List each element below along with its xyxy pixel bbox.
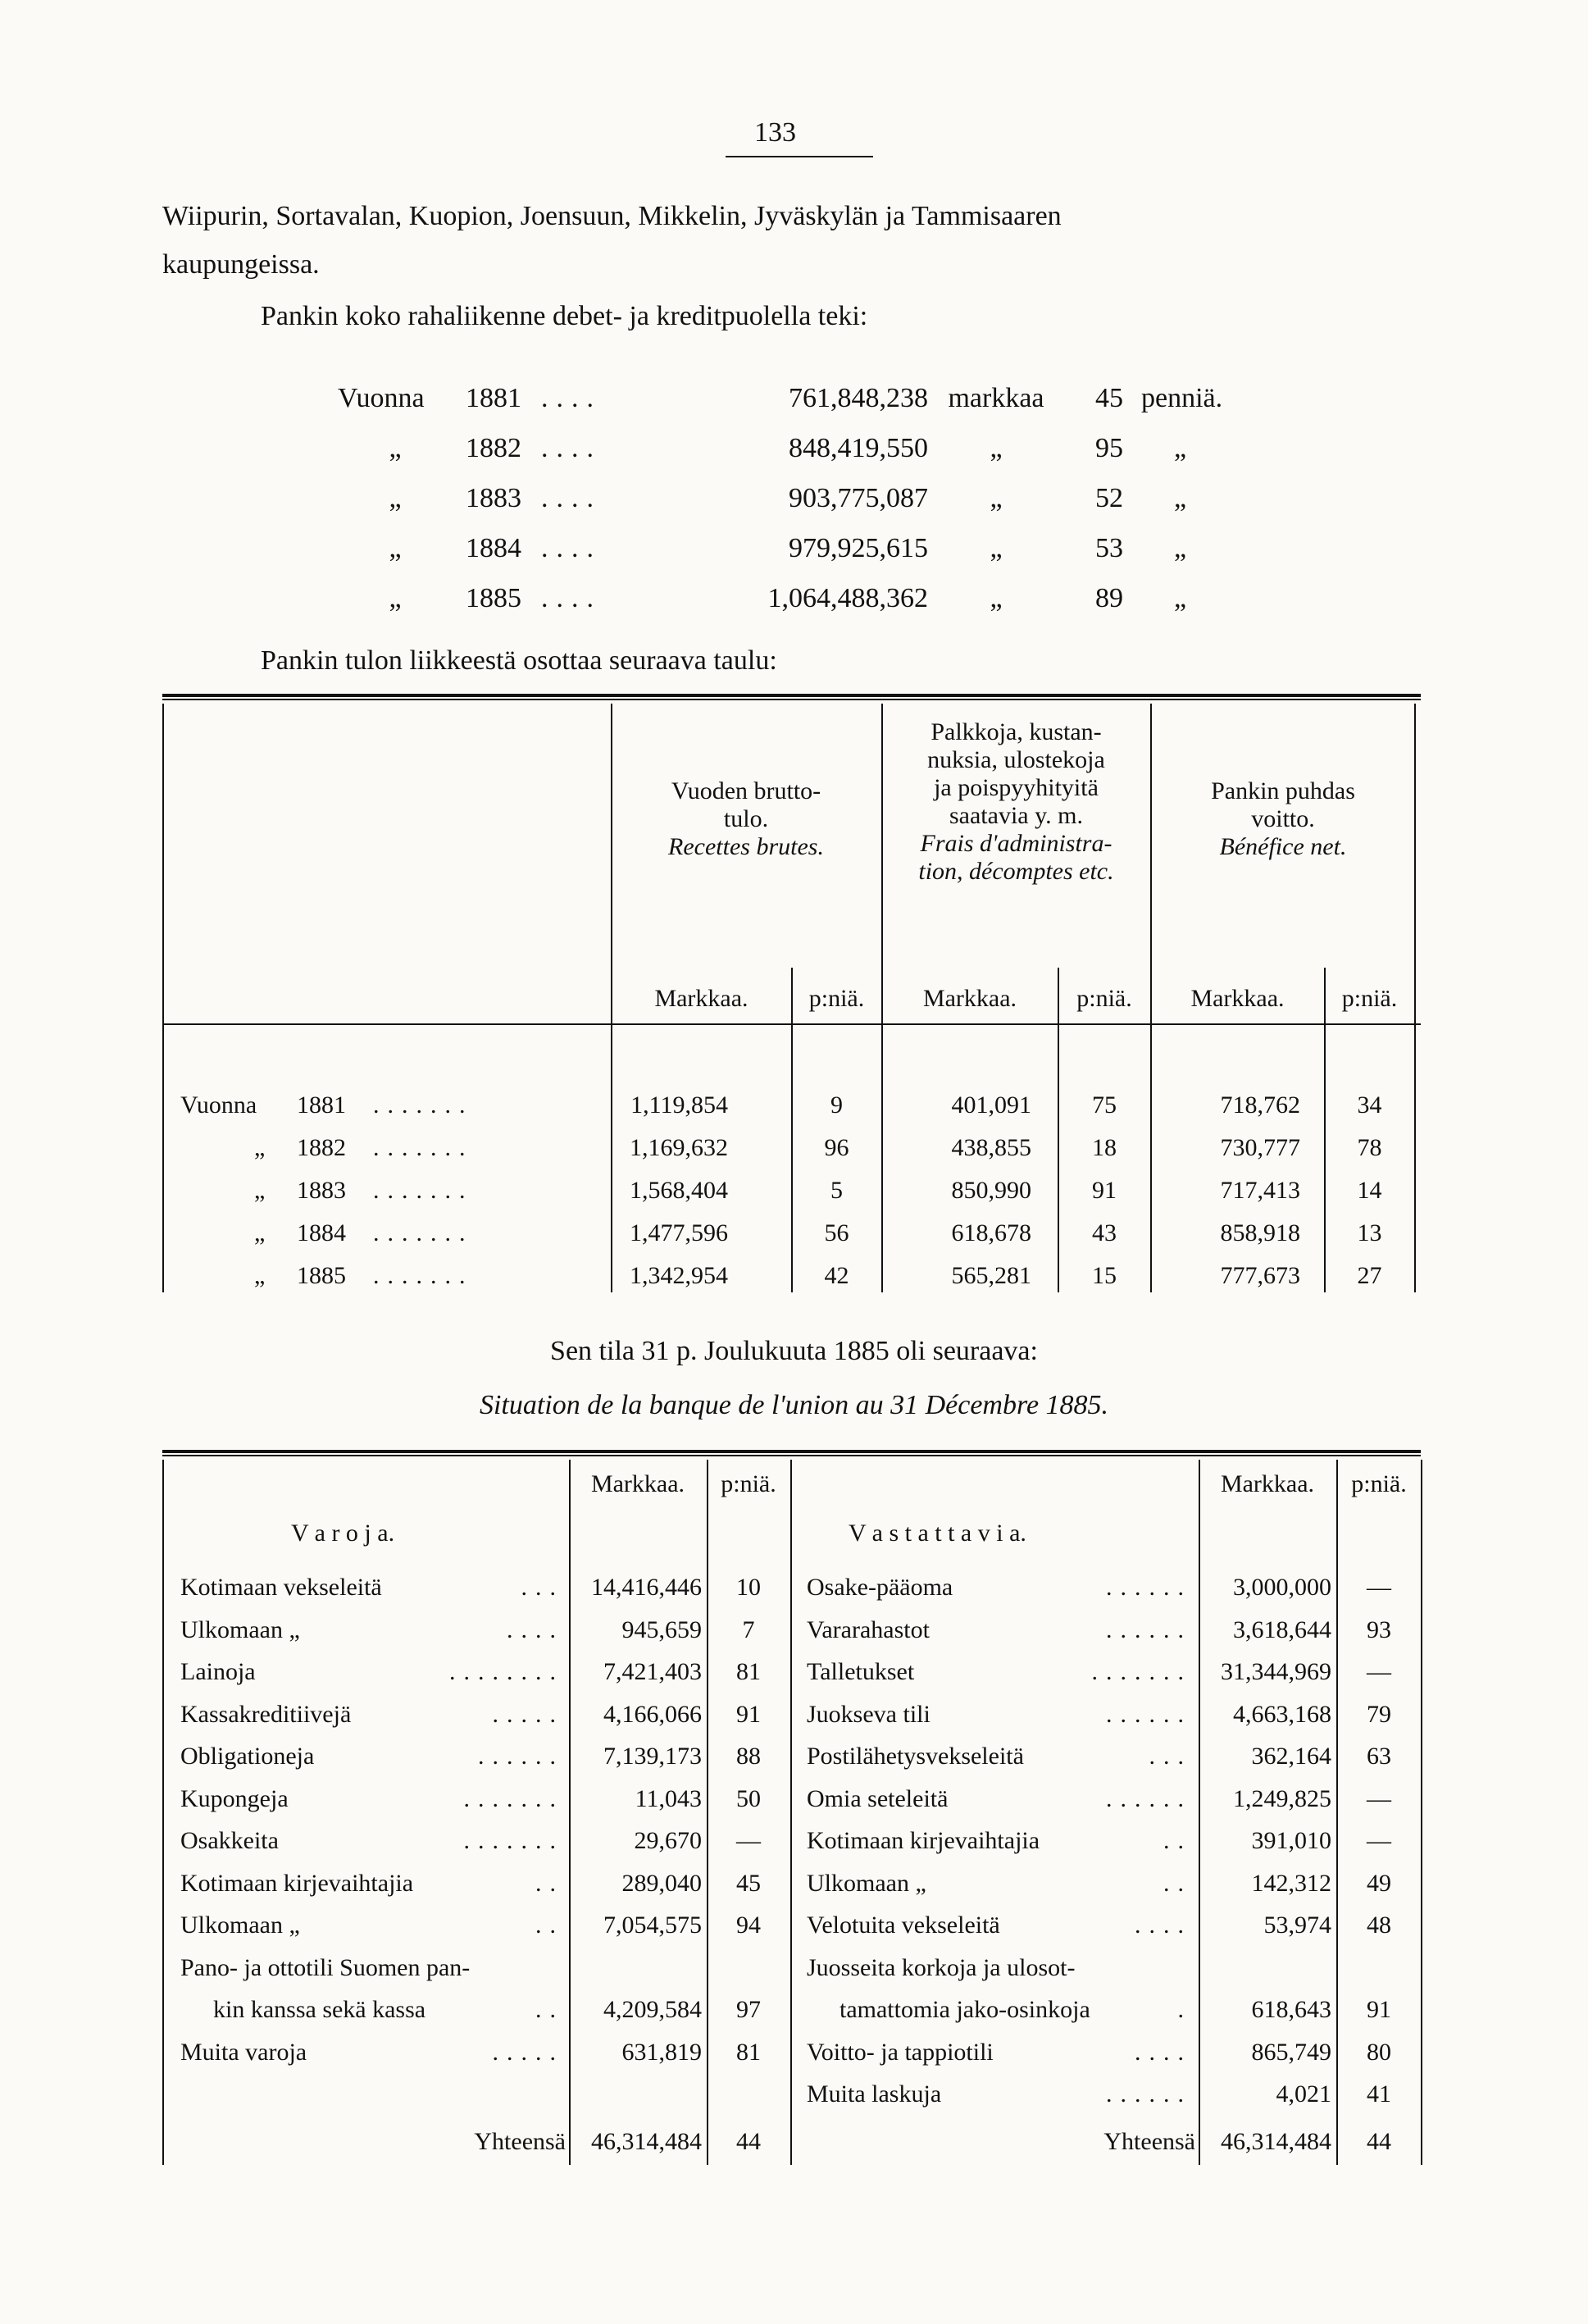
income-net-mk: 730,777 — [1220, 1134, 1300, 1161]
liabilities-total-label: Yhteensä — [1103, 2128, 1195, 2155]
income-row-year: 1884 — [297, 1219, 346, 1246]
liabilities-title: V a s t a t t a v i a. — [849, 1520, 1026, 1547]
assets-item-p: 10 — [736, 1574, 761, 1601]
balance-assets-label-line — [180, 1573, 564, 1602]
unit-pennia-gross: p:niä. — [808, 985, 865, 1012]
turnover-pennia-unit: „ — [1174, 533, 1187, 563]
income-row-year: 1883 — [297, 1177, 346, 1204]
liabilities-item-dots: ...... — [1106, 1700, 1192, 1728]
income-p-divider-1 — [791, 968, 793, 1292]
balance-liabilities-label-line — [807, 1784, 1192, 1814]
balance-assets-label-line — [180, 1657, 564, 1687]
header-gross — [619, 777, 873, 861]
assets-item-mk: 11,043 — [635, 1784, 702, 1812]
liabilities-item-dots: ...... — [1106, 1784, 1192, 1812]
assets-item-p: 94 — [736, 1912, 761, 1939]
liabilities-item-p: 91 — [1367, 1996, 1391, 2023]
assets-total-p: 44 — [736, 2128, 761, 2155]
liabilities-item-dots: . — [1177, 1996, 1192, 2023]
turnover-amount: 903,775,087 — [789, 483, 928, 513]
balance-assets-label-line — [180, 2038, 564, 2067]
liabilities-item-dots: ....... — [1091, 1658, 1192, 1685]
balance-liabilities-label-line — [807, 1911, 1192, 1940]
income-cost-mk: 618,678 — [951, 1219, 1031, 1246]
assets-item-p: 45 — [736, 1869, 761, 1897]
income-cost-mk: 401,091 — [951, 1091, 1031, 1119]
income-net-mk: 718,762 — [1220, 1091, 1300, 1119]
assets-item-p: 81 — [736, 2038, 761, 2066]
assets-title: V a r o j a. — [291, 1520, 395, 1547]
income-gross-p: 5 — [830, 1177, 843, 1204]
liab-unit-pennia: p:niä. — [1351, 1470, 1407, 1497]
assets-item-label: Muita varoja — [180, 2038, 307, 2066]
assets-item-label: Pano- ja ottotili Suomen pan- — [180, 1953, 471, 1981]
assets-item-dots: .. — [535, 1869, 564, 1897]
balance-assets-label-line — [180, 1869, 564, 1898]
balance-liabilities-label-line — [807, 1615, 1192, 1645]
income-col-divider-1 — [611, 704, 612, 1292]
liabilities-item-p: — — [1367, 1574, 1391, 1601]
balance-assets-label-line — [180, 1995, 564, 2025]
liabilities-item-label: tamattomia jako-osinkoja — [840, 1996, 1090, 2023]
assets-item-mk: 14,416,446 — [591, 1574, 702, 1601]
liabilities-item-label: Juosseita korkoja ja ulosot- — [807, 1953, 1076, 1981]
income-cost-mk: 565,281 — [951, 1262, 1031, 1289]
assets-total-mk: 46,314,484 — [591, 2128, 702, 2155]
income-cost-p: 15 — [1092, 1262, 1117, 1289]
liabilities-item-dots: ...... — [1106, 1615, 1192, 1643]
turnover-pennia-unit: penniä. — [1141, 383, 1223, 413]
turnover-unit: „ — [990, 483, 1003, 513]
liabilities-item-mk: 4,663,168 — [1233, 1700, 1331, 1728]
income-row-prefix: „ — [254, 1262, 266, 1289]
income-gross-mk: 1,119,854 — [630, 1091, 728, 1119]
turnover-dots: .... — [541, 383, 602, 413]
assets-item-mk: 945,659 — [621, 1615, 702, 1643]
income-intro: Pankin tulon liikkeestä osottaa seuraava taulu: — [261, 645, 777, 676]
balance-assets-label-line — [180, 1911, 564, 1940]
income-row-dots: ....... — [373, 1091, 474, 1119]
liabilities-item-p: 49 — [1367, 1869, 1391, 1897]
header-costs-fr1: Frais d'administra- — [920, 830, 1113, 857]
liabilities-item-p: — — [1367, 1784, 1391, 1812]
liabilities-item-dots: .... — [1135, 1912, 1192, 1939]
balance-liabilities-label-line — [807, 1700, 1192, 1729]
income-col-divider-3 — [1150, 704, 1152, 1292]
balance-top-rule-2 — [162, 1455, 1421, 1456]
balance-assets-label-line — [180, 1784, 564, 1814]
income-cost-p: 75 — [1092, 1091, 1117, 1119]
income-net-p: 27 — [1357, 1262, 1382, 1289]
assets-item-p: 97 — [736, 1996, 761, 2023]
balance-middle-border — [790, 1460, 792, 2165]
assets-item-dots: ....... — [463, 1784, 564, 1812]
intro-line-3: Pankin koko rahaliikenne debet- ja kreditpuolella teki: — [261, 301, 868, 331]
income-net-mk: 777,673 — [1220, 1262, 1300, 1289]
turnover-amount: 1,064,488,362 — [767, 583, 928, 613]
income-row-year: 1881 — [297, 1091, 346, 1119]
income-table-top-rule-2 — [162, 699, 1421, 700]
assets-item-mk: 7,421,403 — [603, 1658, 702, 1685]
turnover-year: 1883 — [466, 483, 521, 513]
turnover-dots: .... — [541, 583, 602, 613]
liabilities-item-mk: 4,021 — [1276, 2080, 1331, 2108]
balance-liabilities-label-line — [807, 1742, 1192, 1771]
turnover-amount: 979,925,615 — [789, 533, 928, 563]
turnover-prefix: Vuonna — [338, 383, 425, 413]
balance-right-border — [1421, 1460, 1422, 2165]
assets-unit-markkaa: Markkaa. — [590, 1470, 685, 1497]
turnover-dots: .... — [541, 483, 602, 513]
assets-item-dots: ...... — [478, 1743, 564, 1770]
income-row-prefix: „ — [254, 1177, 266, 1204]
assets-total-label: Yhteensä — [474, 2128, 566, 2155]
balance-assets-label-line — [180, 1700, 564, 1729]
income-p-divider-3 — [1324, 968, 1326, 1292]
turnover-pennia: 53 — [1095, 533, 1123, 563]
balance-liabilities-label-line — [807, 1657, 1192, 1687]
income-cost-p: 91 — [1092, 1177, 1117, 1204]
liabilities-item-mk: 142,312 — [1251, 1869, 1331, 1897]
status-title-fi: Sen tila 31 p. Joulukuuta 1885 oli seuraava: — [550, 1336, 1038, 1366]
intro-line-1: Wiipurin, Sortavalan, Kuopion, Joensuun, Mikkelin, Jyväskylän ja Tammisaaren — [162, 201, 1062, 231]
assets-item-mk: 289,040 — [621, 1869, 702, 1897]
income-row-dots: ....... — [373, 1262, 474, 1289]
turnover-pennia: 95 — [1095, 433, 1123, 463]
header-gross-line1: Vuoden brutto- — [671, 777, 821, 804]
liab-unit-markkaa: Markkaa. — [1220, 1470, 1315, 1497]
liabilities-item-dots: ...... — [1106, 1574, 1192, 1601]
header-costs-line4: saatavia y. m. — [949, 802, 1083, 829]
liabilities-item-dots: ...... — [1106, 2080, 1192, 2108]
intro-line-2: kaupungeissa. — [162, 249, 320, 280]
status-title-fr: Situation de la banque de l'union au 31 Décembre 1885. — [479, 1390, 1109, 1420]
assets-item-p: — — [736, 1827, 761, 1854]
income-cost-p: 18 — [1092, 1134, 1117, 1161]
income-net-p: 14 — [1357, 1177, 1382, 1204]
income-row-prefix: „ — [254, 1134, 266, 1161]
turnover-unit: markkaa — [948, 383, 1044, 413]
liabilities-item-label: Kotimaan kirjevaihtajia — [807, 1827, 1040, 1854]
income-gross-p: 96 — [824, 1134, 849, 1161]
liabilities-total-p: 44 — [1367, 2128, 1391, 2155]
income-row-dots: ....... — [373, 1134, 474, 1161]
income-row-year: 1885 — [297, 1262, 346, 1289]
assets-item-dots: ..... — [492, 1700, 564, 1728]
turnover-unit: „ — [990, 583, 1003, 613]
liabilities-item-dots: .. — [1163, 1827, 1192, 1854]
turnover-unit: „ — [990, 533, 1003, 563]
assets-item-mk: 4,166,066 — [603, 1700, 702, 1728]
assets-item-label: Kotimaan vekseleitä — [180, 1574, 382, 1601]
liabilities-item-label: Juokseva tili — [807, 1700, 931, 1728]
income-row-year: 1882 — [297, 1134, 346, 1161]
page-number: 133 — [754, 117, 796, 148]
liabilities-item-mk: 3,618,644 — [1233, 1615, 1331, 1643]
turnover-prefix: „ — [389, 533, 402, 563]
balance-assets-label-line — [180, 1953, 564, 1983]
balance-left-border — [162, 1460, 164, 2165]
turnover-pennia: 89 — [1095, 583, 1123, 613]
liabilities-item-mk: 31,344,969 — [1221, 1658, 1331, 1685]
liabilities-item-p: 80 — [1367, 2038, 1391, 2066]
turnover-year: 1881 — [466, 383, 521, 413]
assets-item-p: 88 — [736, 1743, 761, 1770]
assets-item-mk: 7,054,575 — [603, 1912, 702, 1939]
assets-item-dots: ... — [521, 1574, 564, 1601]
income-gross-p: 9 — [830, 1091, 843, 1119]
turnover-year: 1882 — [466, 433, 521, 463]
income-cost-mk: 438,855 — [951, 1134, 1031, 1161]
liabilities-item-label: Ulkomaan „ — [807, 1869, 926, 1897]
assets-item-label: Osakkeita — [180, 1827, 279, 1854]
turnover-pennia-unit: „ — [1174, 433, 1187, 463]
header-costs — [887, 718, 1145, 886]
balance-assets-label-line — [180, 1615, 564, 1645]
balance-liabilities-label-line — [807, 1995, 1192, 2025]
liabilities-item-mk: 865,749 — [1251, 2038, 1331, 2066]
liabilities-item-label: Talletukset — [807, 1658, 915, 1685]
income-table-right-border — [1414, 704, 1416, 1292]
turnover-pennia-unit: „ — [1174, 483, 1187, 513]
assets-item-label: Ulkomaan „ — [180, 1912, 300, 1939]
assets-item-p: 50 — [736, 1784, 761, 1812]
income-p-divider-2 — [1058, 968, 1059, 1292]
liabilities-item-dots: ... — [1149, 1743, 1192, 1770]
turnover-dots: .... — [541, 433, 602, 463]
unit-pennia-net: p:niä. — [1341, 985, 1398, 1012]
liabilities-item-label: Postilähetysvekseleitä — [807, 1743, 1024, 1770]
income-row-prefix: „ — [254, 1219, 266, 1246]
assets-item-label: Kupongeja — [180, 1784, 289, 1812]
turnover-year: 1885 — [466, 583, 521, 613]
turnover-pennia: 45 — [1095, 383, 1123, 413]
income-cost-p: 43 — [1092, 1219, 1117, 1246]
liabilities-item-p: — — [1367, 1658, 1391, 1685]
turnover-amount: 848,419,550 — [789, 433, 928, 463]
turnover-pennia: 52 — [1095, 483, 1123, 513]
turnover-prefix: „ — [389, 433, 402, 463]
balance-assets-label-line — [180, 1742, 564, 1771]
header-net — [1156, 777, 1410, 861]
income-col-divider-2 — [881, 704, 883, 1292]
liabilities-item-p: 41 — [1367, 2080, 1391, 2108]
assets-item-p: 91 — [736, 1700, 761, 1728]
liabilities-item-label: Omia seteleitä — [807, 1784, 949, 1812]
liabilities-item-p: 79 — [1367, 1700, 1391, 1728]
balance-top-rule — [162, 1450, 1421, 1453]
header-costs-line1: Palkkoja, kustan- — [931, 718, 1102, 745]
assets-item-label: Obligationeja — [180, 1743, 315, 1770]
turnover-prefix: „ — [389, 483, 402, 513]
liabilities-item-mk: 1,249,825 — [1233, 1784, 1331, 1812]
unit-pennia-costs: p:niä. — [1076, 985, 1132, 1012]
income-net-p: 78 — [1357, 1134, 1382, 1161]
income-gross-mk: 1,477,596 — [630, 1219, 728, 1246]
turnover-unit: „ — [990, 433, 1003, 463]
balance-liabilities-label-line — [807, 1826, 1192, 1856]
header-gross-fr: Recettes brutes. — [668, 833, 824, 860]
turnover-pennia-unit: „ — [1174, 583, 1187, 613]
header-costs-fr2: tion, décomptes etc. — [918, 858, 1114, 885]
assets-item-label: Kotimaan kirjevaihtajia — [180, 1869, 414, 1897]
liabilities-item-label: Osake-pääoma — [807, 1574, 953, 1601]
income-row-prefix: Vuonna — [180, 1091, 257, 1119]
income-gross-p: 56 — [824, 1219, 849, 1246]
balance-liabilities-label-line — [807, 2038, 1192, 2067]
income-net-mk: 717,413 — [1220, 1177, 1300, 1204]
assets-item-dots: .. — [535, 1912, 564, 1939]
assets-item-label: kin kanssa sekä kassa — [213, 1996, 426, 2023]
liabilities-item-p: 93 — [1367, 1615, 1391, 1643]
income-row-dots: ....... — [373, 1219, 474, 1246]
balance-liabilities-label-line — [807, 1869, 1192, 1898]
liabilities-item-p: — — [1367, 1827, 1391, 1854]
header-gross-line2: tulo. — [723, 805, 769, 832]
header-net-fr: Bénéfice net. — [1219, 833, 1347, 860]
assets-item-label: Kassakreditiivejä — [180, 1700, 352, 1728]
turnover-prefix: „ — [389, 583, 402, 613]
assets-item-mk: 4,209,584 — [603, 1996, 702, 2023]
income-net-p: 13 — [1357, 1219, 1382, 1246]
unit-markkaa-net: Markkaa. — [1190, 985, 1285, 1012]
liabilities-item-dots: .. — [1163, 1869, 1192, 1897]
balance-liabilities-label-line — [807, 1573, 1192, 1602]
liabilities-item-mk: 391,010 — [1251, 1827, 1331, 1854]
header-costs-line3: ja poispyyhityitä — [934, 774, 1099, 801]
liabilities-item-label: Voitto- ja tappiotili — [807, 2038, 994, 2066]
assets-item-dots: ..... — [492, 2038, 564, 2066]
liabilities-item-label: Velotuita vekseleitä — [807, 1912, 1000, 1939]
liabilities-item-p: 48 — [1367, 1912, 1391, 1939]
balance-liabilities-label-line — [807, 2080, 1192, 2109]
unit-markkaa-gross: Markkaa. — [654, 985, 748, 1012]
assets-item-mk: 29,670 — [634, 1827, 702, 1854]
page-number-rule — [726, 156, 873, 157]
assets-item-mk: 7,139,173 — [603, 1743, 702, 1770]
assets-item-p: 7 — [742, 1615, 755, 1643]
liabilities-item-mk: 618,643 — [1251, 1996, 1331, 2023]
header-net-line2: voitto. — [1251, 805, 1315, 832]
income-table-left-border — [162, 704, 164, 1292]
liabilities-total-mk: 46,314,484 — [1221, 2128, 1331, 2155]
liabilities-item-p: 63 — [1367, 1743, 1391, 1770]
liabilities-item-label: Muita laskuja — [807, 2080, 942, 2108]
income-table-top-rule — [162, 694, 1421, 697]
assets-item-mk: 631,819 — [621, 2038, 702, 2066]
assets-item-label: Lainoja — [180, 1658, 256, 1685]
assets-item-dots: ....... — [463, 1827, 564, 1854]
liabilities-item-mk: 362,164 — [1251, 1743, 1331, 1770]
liabilities-item-label: Vararahastot — [807, 1615, 930, 1643]
income-gross-mk: 1,342,954 — [630, 1262, 728, 1289]
turnover-year: 1884 — [466, 533, 521, 563]
assets-item-dots: .... — [507, 1615, 564, 1643]
assets-item-dots: .. — [535, 1996, 564, 2023]
balance-assets-label-line — [180, 1826, 564, 1856]
income-cost-mk: 850,990 — [951, 1177, 1031, 1204]
income-gross-mk: 1,568,404 — [630, 1177, 728, 1204]
header-costs-line2: nuksia, ulostekoja — [927, 746, 1105, 773]
income-row-dots: ....... — [373, 1177, 474, 1204]
turnover-amount: 761,848,238 — [789, 383, 928, 413]
liabilities-item-mk: 3,000,000 — [1233, 1574, 1331, 1601]
income-gross-mk: 1,169,632 — [630, 1134, 728, 1161]
income-gross-p: 42 — [824, 1262, 849, 1289]
income-net-p: 34 — [1357, 1091, 1382, 1119]
liabilities-item-mk: 53,974 — [1263, 1912, 1331, 1939]
liabilities-item-dots: .... — [1135, 2038, 1192, 2066]
header-net-line1: Pankin puhdas — [1211, 777, 1355, 804]
turnover-dots: .... — [541, 533, 602, 563]
assets-item-label: Ulkomaan „ — [180, 1615, 300, 1643]
assets-unit-pennia: p:niä. — [721, 1470, 776, 1497]
assets-item-p: 81 — [736, 1658, 761, 1685]
assets-item-dots: ........ — [449, 1658, 564, 1685]
income-net-mk: 858,918 — [1220, 1219, 1300, 1246]
balance-liabilities-label-line — [807, 1953, 1192, 1983]
unit-markkaa-costs: Markkaa. — [922, 985, 1017, 1012]
